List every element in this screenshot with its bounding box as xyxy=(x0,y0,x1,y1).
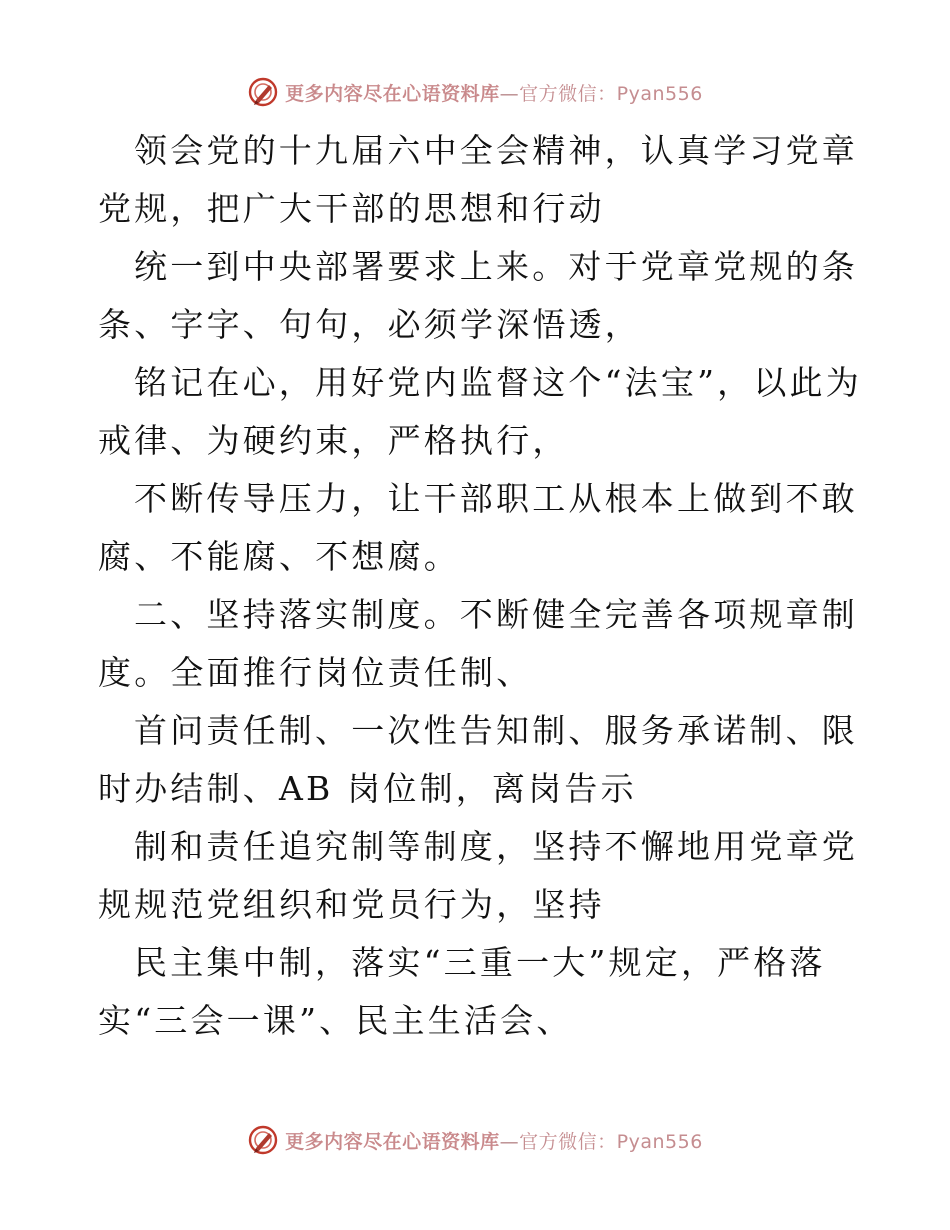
paragraph: 铭记在心，用好党内监督这个“法宝”，以此为戒律、为硬约束，严格执行， xyxy=(98,363,862,460)
watermark-text xyxy=(285,1127,703,1154)
paragraph: 统一到中央部署要求上来。对于党章党规的条条、字字、句句，必须学深悟透， xyxy=(98,247,858,344)
watermark-separator: — xyxy=(499,1130,520,1153)
watermark-wechat: 官方微信：Pyan556 xyxy=(519,1130,703,1153)
document-body xyxy=(98,122,868,1050)
watermark-brand: 更多内容尽在心语资料库 xyxy=(285,1130,500,1153)
paragraph: 领会党的十九届六中全会精神，认真学习党章党规，把广大干部的思想和行动 xyxy=(98,131,858,228)
paragraph: 不断传导压力，让干部职工从根本上做到不敢腐、不能腐、不想腐。 xyxy=(98,479,858,576)
paragraph: 二、坚持落实制度。不断健全完善各项规章制度。全面推行岗位责任制、 xyxy=(98,595,858,692)
watermark-text xyxy=(285,79,703,106)
watermark-wechat: 官方微信：Pyan556 xyxy=(519,82,703,105)
pen-logo-icon xyxy=(247,1124,279,1156)
paragraph: 制和责任追究制等制度，坚持不懈地用党章党规规范党组织和党员行为，坚持 xyxy=(98,827,858,924)
header-watermark xyxy=(0,72,950,112)
footer-watermark xyxy=(0,1120,950,1160)
paragraph: 民主集中制，落实“三重一大”规定，严格落实“三会一课”、民主生活会、 xyxy=(98,943,826,1040)
watermark-separator: — xyxy=(499,82,520,105)
pen-logo-icon xyxy=(247,76,279,108)
watermark-brand: 更多内容尽在心语资料库 xyxy=(285,82,500,105)
paragraph: 首问责任制、一次性告知制、服务承诺制、限时办结制、AB 岗位制，离岗告示 xyxy=(98,711,858,808)
